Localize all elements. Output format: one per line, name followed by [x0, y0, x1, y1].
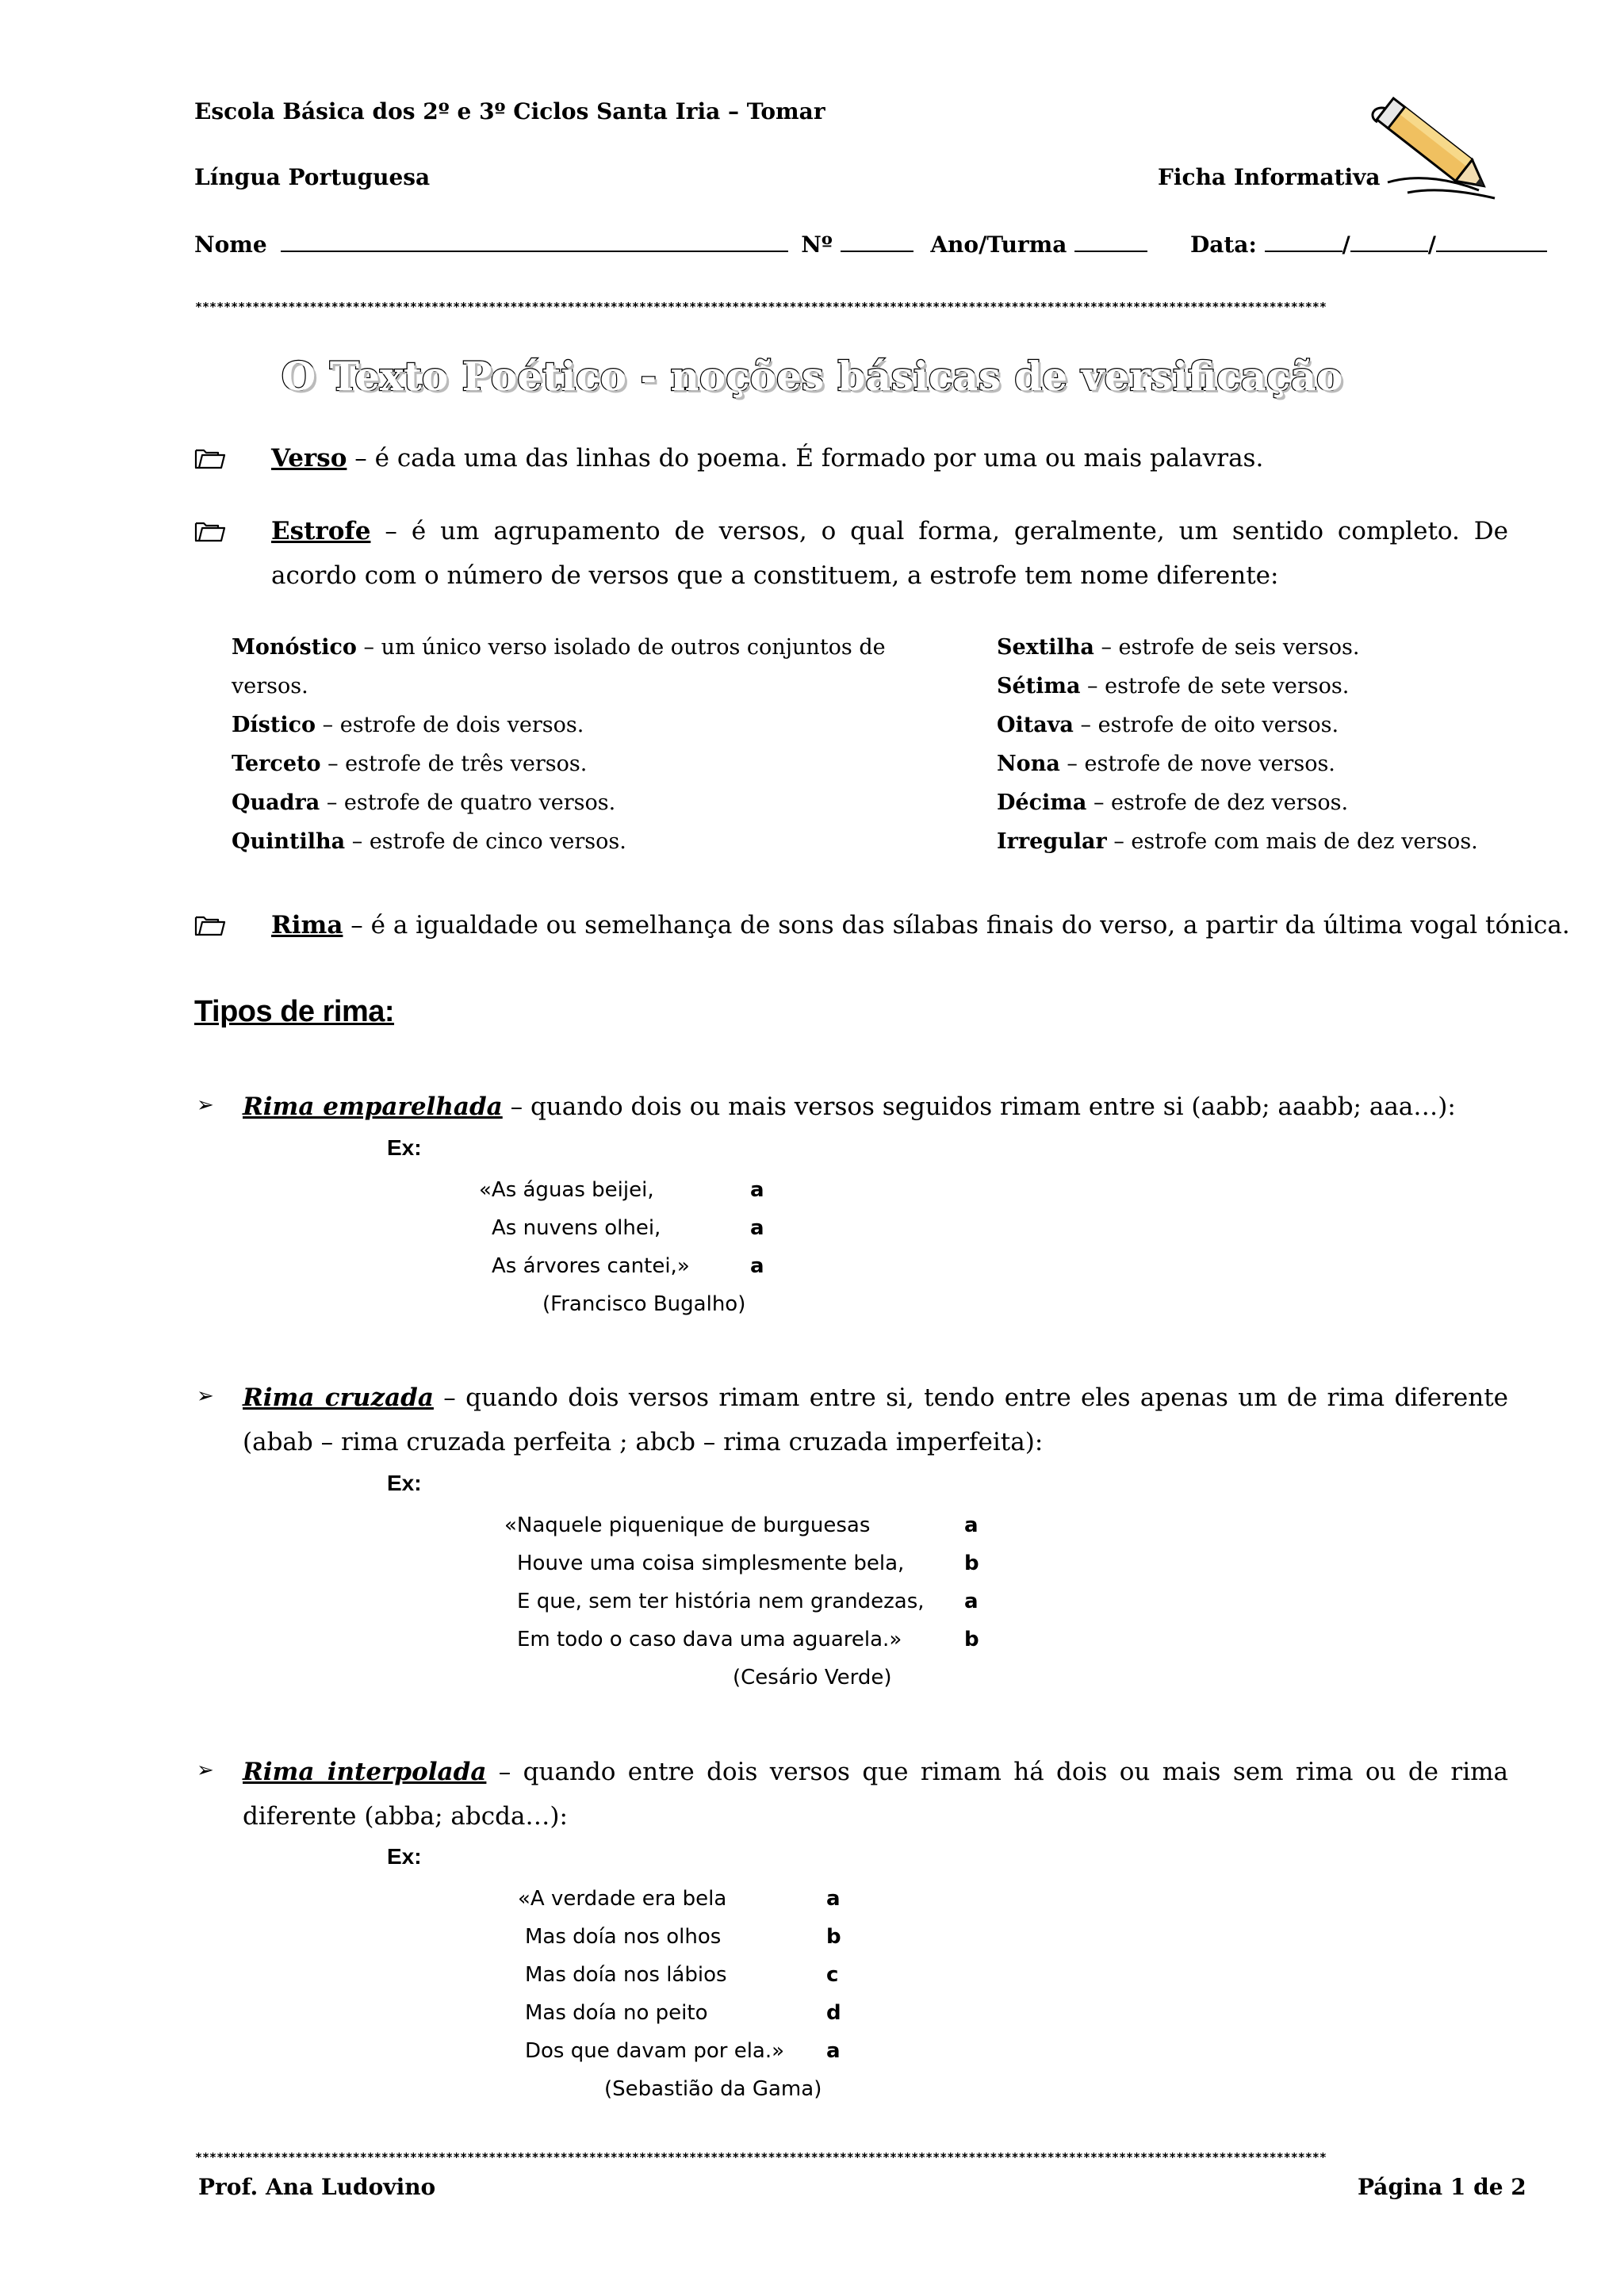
- term-rima: Rima: [271, 911, 343, 939]
- definition-verso: [271, 436, 1508, 480]
- poem-author: (Francisco Bugalho): [542, 1292, 746, 1316]
- term-estrofe: Estrofe: [271, 517, 371, 545]
- rhyme-type-interpolada: Rima interpolada – quando entre dois versos que rimam há dois ou mais sem rima ou de rima diferente (abba; abcda…):: [243, 1758, 1508, 1831]
- example-label: Ex:: [387, 1135, 422, 1160]
- definition-estrofe: [271, 509, 1508, 598]
- definition-verso-text: – é cada uma das linhas do poema. É formado por uma ou mais palavras.: [347, 444, 1264, 473]
- poem-line: Mas doía no peito: [525, 2001, 708, 2025]
- stanza-types-left: [232, 628, 945, 861]
- rhyme-scheme: a a a: [750, 1178, 764, 1278]
- list-item: Terceto – estrofe de três versos.: [232, 752, 588, 776]
- poem-author: (Sebastião da Gama): [604, 2077, 822, 2101]
- poem-line: Mas doía nos olhos: [525, 1925, 722, 1949]
- poem-author: (Cesário Verde): [733, 1666, 892, 1689]
- poem-line: As nuvens olhei,: [492, 1216, 661, 1240]
- poem-line: E que, sem ter história nem grandezas,: [517, 1590, 925, 1613]
- list-item: Sextilha – estrofe de seis versos.: [997, 635, 1360, 660]
- name-field[interactable]: [281, 230, 788, 252]
- page-number: Página 1 de 2: [1358, 2174, 1526, 2200]
- list-item: Dístico – estrofe de dois versos.: [232, 713, 584, 737]
- poem-line: Em todo o caso dava uma aguarela.»: [517, 1628, 902, 1651]
- rhyme-scheme: a b a b: [964, 1513, 979, 1651]
- poem-interpolada: [518, 1880, 784, 2070]
- folder-icon: [194, 913, 226, 939]
- number-field[interactable]: [841, 230, 914, 252]
- name-label: Nome: [194, 232, 267, 258]
- section-heading: Tipos de rima:: [194, 995, 395, 1028]
- arrow-bullet-icon: ➢: [197, 1093, 214, 1117]
- stanza-types-right: [997, 628, 1520, 861]
- list-item: Quadra – estrofe de quatro versos.: [232, 790, 616, 815]
- class-label: Ano/Turma: [930, 232, 1067, 258]
- arrow-bullet-icon: ➢: [197, 1758, 214, 1782]
- definition-rima-text: – é a igualdade ou semelhança de sons das sílabas finais do verso, a partir da última vogal tónica.: [343, 911, 1570, 939]
- list-item: Sétima – estrofe de sete versos.: [997, 674, 1350, 698]
- student-info-line: [194, 230, 1547, 258]
- date-sep-2: /: [1427, 232, 1437, 258]
- date-label: Data:: [1189, 232, 1257, 258]
- folder-icon: [194, 446, 226, 473]
- pencil-icon: [1360, 94, 1511, 209]
- list-item: Oitava – estrofe de oito versos.: [997, 713, 1339, 737]
- folder-icon: [194, 519, 226, 545]
- list-item: Quintilha – estrofe de cinco versos.: [232, 829, 626, 854]
- poem-line: «Naquele piquenique de burguesas: [504, 1513, 871, 1537]
- list-item: Irregular – estrofe com mais de dez versos.: [997, 829, 1478, 854]
- date-month-field[interactable]: [1350, 230, 1428, 252]
- definition-rima: [271, 903, 1570, 947]
- poem-line: Mas doía nos lábios: [525, 1963, 727, 1987]
- date-sep-1: /: [1342, 232, 1350, 258]
- list-item: Décima – estrofe de dez versos.: [997, 790, 1349, 815]
- date-day-field[interactable]: [1265, 230, 1342, 252]
- example-label: Ex:: [387, 1471, 422, 1495]
- teacher-name: Prof. Ana Ludovino: [198, 2174, 436, 2200]
- school-name: Escola Básica dos 2º e 3º Ciclos Santa Iria – Tomar: [194, 98, 825, 124]
- sheet-type: Ficha Informativa: [1158, 164, 1381, 190]
- poem-line: Houve uma coisa simplesmente bela,: [517, 1552, 905, 1575]
- definition-estrofe-text: – é um agrupamento de versos, o qual forma, geralmente, um sentido completo. De acordo com o número de versos que a constituem, a estrofe tem nome diferente:: [271, 517, 1508, 590]
- poem-line: «As águas beijei,: [479, 1178, 654, 1202]
- separator-top: **************************************************************************************************************************************************************: [195, 300, 1327, 314]
- poem-line: As árvores cantei,»: [492, 1254, 690, 1278]
- arrow-bullet-icon: ➢: [197, 1384, 214, 1408]
- list-item: Nona – estrofe de nove versos.: [997, 752, 1335, 776]
- subject: Língua Portuguesa: [194, 164, 431, 190]
- rhyme-type-cruzada: Rima cruzada – quando dois versos rimam entre si, tendo entre eles apenas um de rima diferente (abab – rima cruzada perfeita ; abcb – rima cruzada imperfeita):: [243, 1383, 1508, 1456]
- list-item: Monóstico – um único verso isolado de outros conjuntos de versos.: [232, 635, 886, 698]
- poem-line: «A verdade era bela: [518, 1887, 727, 1911]
- date-year-field[interactable]: [1436, 230, 1547, 252]
- poem-cruzada: [504, 1506, 925, 1659]
- page-title: O Texto Poético - noções básicas de versificação: [281, 353, 1343, 400]
- poem-emparelhada: [479, 1171, 690, 1285]
- rhyme-type-emparelhada: Rima emparelhada – quando dois ou mais versos seguidos rimam entre si (aabb; aaabb; aaa…):: [243, 1093, 1456, 1121]
- poem-line: Dos que davam por ela.»: [525, 2039, 785, 2063]
- separator-bottom: **************************************************************************************************************************************************************: [195, 2150, 1327, 2164]
- example-label: Ex:: [387, 1844, 422, 1869]
- term-verso: Verso: [271, 444, 347, 473]
- rhyme-scheme: a b c d a: [826, 1887, 841, 2063]
- number-label: Nº: [801, 232, 833, 258]
- class-field[interactable]: [1074, 230, 1147, 252]
